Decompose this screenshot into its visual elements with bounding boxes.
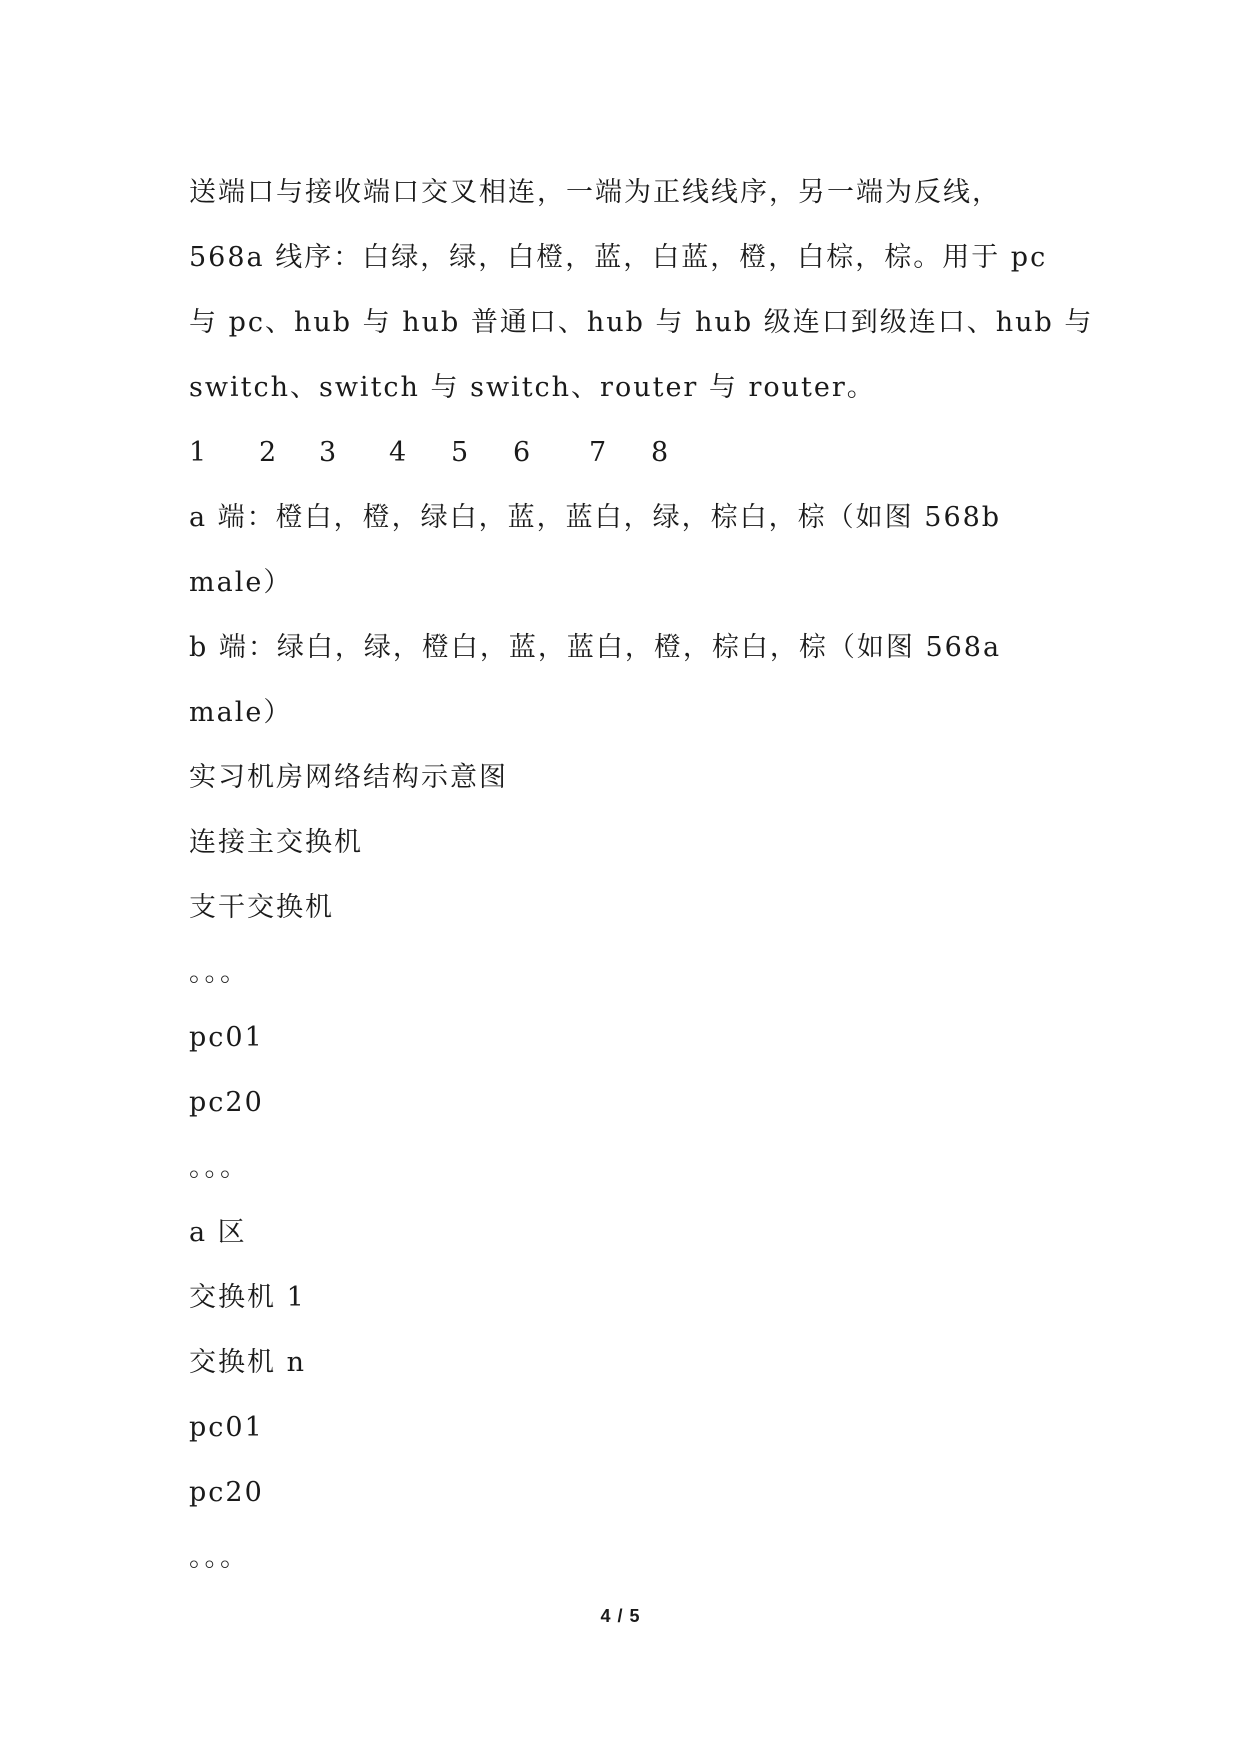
text-line: male） <box>189 567 293 598</box>
pin-number: 2 <box>259 437 279 468</box>
pin-number: 5 <box>451 437 471 468</box>
pin-number: 1 <box>189 437 209 468</box>
text-line: pc01 <box>189 1412 264 1443</box>
document-body <box>189 160 1094 1590</box>
text-line: pc01 <box>189 1022 264 1053</box>
pin-number-row <box>189 420 1069 485</box>
text-line: b 端：绿白，绿，橙白，蓝，蓝白，橙，棕白，棕（如图 568a <box>189 632 1002 663</box>
text-line: 。。。 <box>189 1542 249 1573</box>
text-line: 。。。 <box>189 957 249 988</box>
text-line: 交换机 n <box>189 1347 306 1378</box>
text-line: a 端：橙白，橙，绿白，蓝，蓝白，绿，棕白，棕（如图 568b <box>189 502 1002 533</box>
pin-number: 7 <box>589 437 609 468</box>
pin-number: 8 <box>651 437 671 468</box>
text-line: 连接主交换机 <box>189 827 363 858</box>
pin-number: 6 <box>513 437 533 468</box>
text-line: male） <box>189 697 293 728</box>
text-line: pc20 <box>189 1087 264 1118</box>
text-line: 568a 线序：白绿，绿，白橙，蓝，白蓝，橙，白棕，棕。用于 pc <box>189 242 1048 273</box>
page-number: 4 / 5 <box>600 1606 641 1626</box>
pin-number: 4 <box>389 437 409 468</box>
text-line: 实习机房网络结构示意图 <box>189 762 508 793</box>
text-line: switch、switch 与 switch、router 与 router。 <box>189 372 876 403</box>
text-line: 与 pc、hub 与 hub 普通口、hub 与 hub 级连口到级连口、hub 与 <box>189 307 1094 338</box>
text-line: 交换机 1 <box>189 1282 306 1313</box>
pin-number: 3 <box>319 437 339 468</box>
text-line: 支干交换机 <box>189 892 334 923</box>
text-line: a 区 <box>189 1217 247 1248</box>
text-line: 送端口与接收端口交叉相连，一端为正线线序，另一端为反线， <box>189 177 1001 208</box>
text-line: pc20 <box>189 1477 264 1508</box>
text-line: 。。。 <box>189 1152 249 1183</box>
